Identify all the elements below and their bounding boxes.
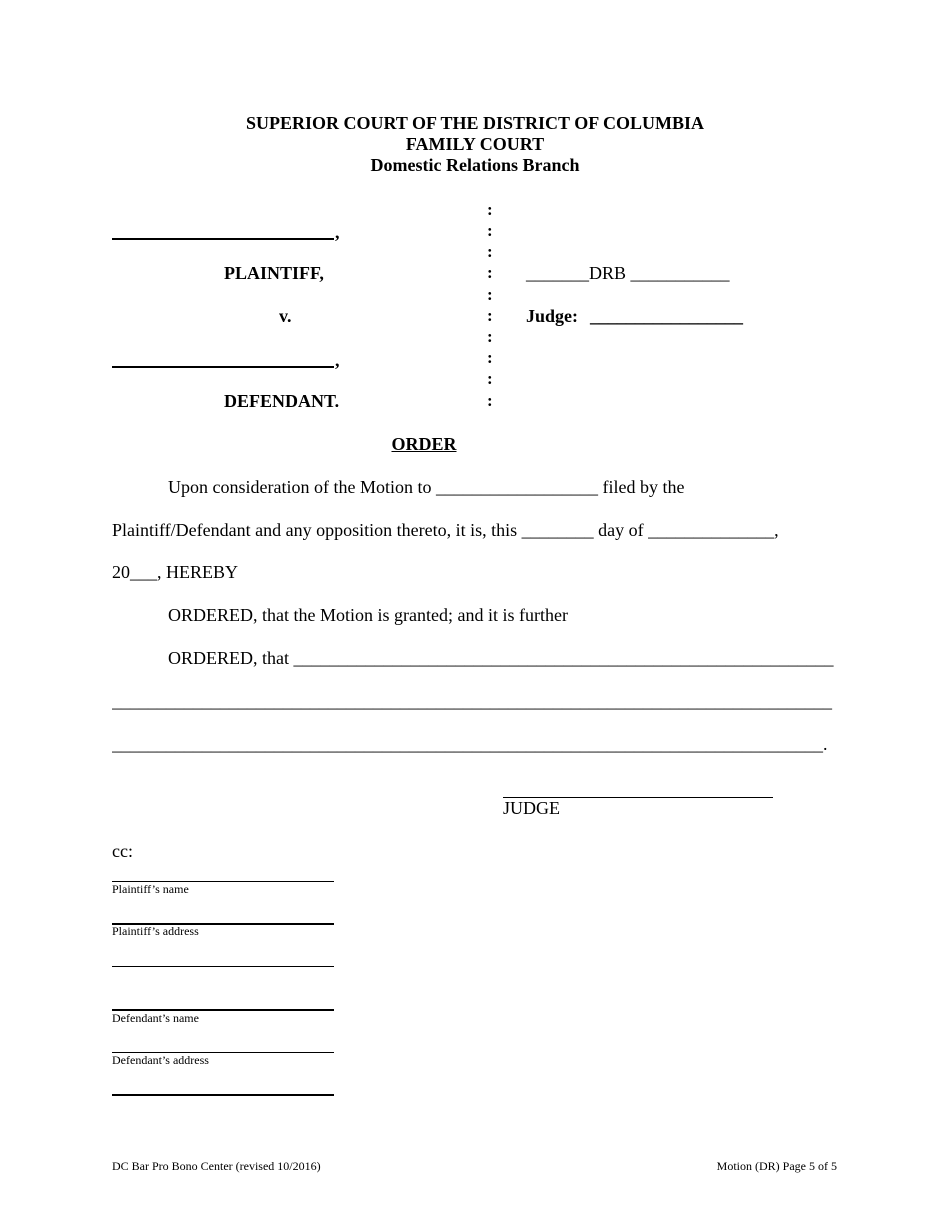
cc-defendant-address: Defendant’s address xyxy=(112,1053,209,1067)
caption-colon: : xyxy=(487,306,493,325)
order-blank-line: ________________________________________________________________________________ xyxy=(112,691,832,711)
order-line-year: 20___, HEREBY xyxy=(112,562,238,582)
caption-colon: : xyxy=(487,391,493,410)
cc-label: cc: xyxy=(112,841,133,861)
defendant-name-line xyxy=(112,366,334,368)
cc-plaintiff-address-line-2 xyxy=(112,966,334,967)
caption-colon: : xyxy=(487,263,493,282)
plaintiff-name-line xyxy=(112,238,334,240)
caption-colon: : xyxy=(487,285,493,304)
footer-right: Motion (DR) Page 5 of 5 xyxy=(716,1159,837,1173)
defendant-comma: , xyxy=(335,350,340,370)
caption-colon: : xyxy=(487,327,493,346)
order-title: ORDER xyxy=(391,434,457,454)
order-line-date: Plaintiff/Defendant and any opposition thereto, it is, this ________ day of ______________, xyxy=(112,520,779,540)
order-line-motion: Upon consideration of the Motion to __________________ filed by the xyxy=(168,477,685,497)
caption-colon: : xyxy=(487,348,493,367)
judge-label: Judge: xyxy=(526,306,579,326)
case-number-field[interactable]: _______DRB ___________ xyxy=(526,263,730,283)
plaintiff-label: PLAINTIFF, xyxy=(224,263,324,283)
court-division: FAMILY COURT xyxy=(405,134,545,154)
plaintiff-comma: , xyxy=(335,222,340,242)
cc-plaintiff-name: Plaintiff’s name xyxy=(112,882,189,896)
order-line-granted: ORDERED, that the Motion is granted; and it is further xyxy=(168,605,568,625)
court-name: SUPERIOR COURT OF THE DISTRICT OF COLUMBIA xyxy=(245,113,705,133)
order-line-further: ORDERED, that ____________________________________________________________ xyxy=(168,648,834,668)
caption-colon: : xyxy=(487,242,493,261)
cc-plaintiff-address: Plaintiff’s address xyxy=(112,924,199,938)
cc-defendant-name: Defendant’s name xyxy=(112,1011,199,1025)
caption-colon: : xyxy=(487,221,493,240)
defendant-label: DEFENDANT. xyxy=(224,391,340,411)
court-branch: Domestic Relations Branch xyxy=(370,155,580,175)
versus-label: v. xyxy=(279,306,292,326)
judge-signature-label: JUDGE xyxy=(503,798,560,818)
caption-colon: : xyxy=(487,200,493,219)
cc-defendant-address-line-2 xyxy=(112,1094,334,1096)
order-blank-line-end: _______________________________________________________________________________. xyxy=(112,734,828,754)
caption-colon: : xyxy=(487,369,493,388)
footer-left: DC Bar Pro Bono Center (revised 10/2016) xyxy=(112,1159,321,1173)
judge-field[interactable]: _________________ xyxy=(590,306,743,326)
